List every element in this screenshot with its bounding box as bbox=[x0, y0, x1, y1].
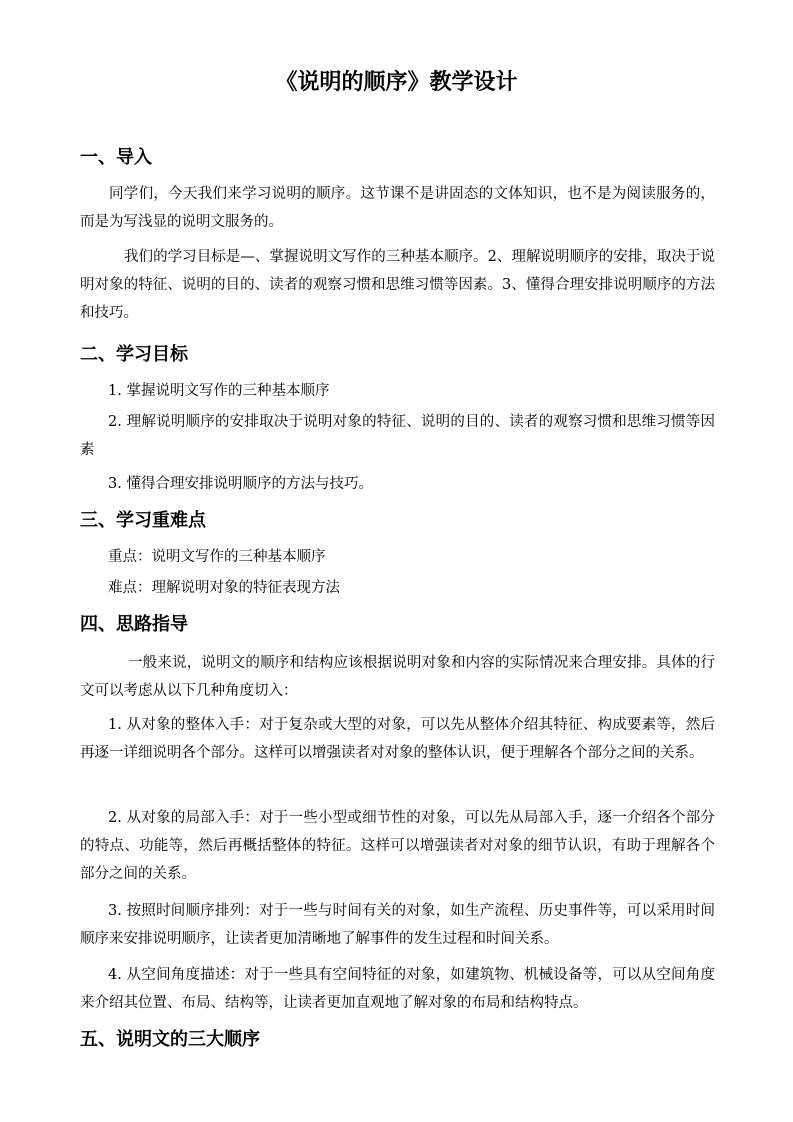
document-title: 《说明的顺序》教学设计 bbox=[275, 70, 518, 95]
goal-item: 3. 懂得合理安排说明顺序的方法与技巧。 bbox=[108, 476, 373, 492]
section-heading-key-points: 三、学习重难点 bbox=[80, 510, 206, 531]
goal-item: 1. 掌握说明文写作的三种基本顺序 bbox=[108, 383, 330, 399]
section-heading-guidance: 四、思路指导 bbox=[80, 614, 188, 635]
section-heading-goals: 二、学习目标 bbox=[80, 344, 188, 365]
guidance-item: 4. 从空间角度描述：对于一些具有空间特征的对象，如建筑物、机械设备等，可以从空间角度来介绍其位置、布局、结构等，让读者更加直观地了解对象的布局和结构特点。 bbox=[80, 967, 715, 1011]
guidance-item: 3. 按照时间顺序排列：对于一些与时间有关的对象，如生产流程、历史事件等，可以采用时间顺序来安排说明顺序，让读者更加清晰地了解事件的发生过程和时间关系。 bbox=[80, 903, 715, 947]
intro-paragraph-2: 我们的学习目标是—、掌握说明文写作的三种基本顺序。2、理解说明顺序的安排，取决于说明对象的特征、说明的目的、读者的观察习惯和思维习惯等因素。3、懂得合理安排说明顺序的方法和技巧。 bbox=[80, 249, 715, 321]
difficult-point: 难点：理解说明对象的特征表现方法 bbox=[108, 580, 340, 596]
guidance-item: 1. 从对象的整体入手：对于复杂或大型的对象，可以先从整体介绍其特征、构成要素等，然后再逐一详细说明各个部分。这样可以增强读者对对象的整体认识，便于理解各个部分之间的关系。 bbox=[80, 717, 715, 761]
guidance-intro: 一般来说，说明文的顺序和结构应该根据说明对象和内容的实际情况来合理安排。具体的行文可以考虑从以下几种角度切入： bbox=[80, 655, 715, 699]
section-heading-intro: 一、导入 bbox=[80, 147, 152, 168]
intro-paragraph-1: 同学们，今天我们来学习说明的顺序。这节课不是讲固态的文体知识，也不是为阅读服务的，而是为写浅显的说明文服务的。 bbox=[80, 186, 715, 230]
guidance-item: 2. 从对象的局部入手：对于一些小型或细节性的对象，可以先从局部入手，逐一介绍各个部分的特点、功能等，然后再概括整体的特征。这样可以增强读者对对象的细节认识，有助于理解各个部分之间的关系。 bbox=[80, 810, 715, 882]
section-heading-three-orders: 五、说明文的三大顺序 bbox=[80, 1029, 260, 1050]
goal-item: 2. 理解说明顺序的安排取决于说明对象的特征、说明的目的、读者的观察习惯和思维习惯等因素 bbox=[80, 414, 715, 458]
key-point: 重点：说明文写作的三种基本顺序 bbox=[108, 549, 326, 565]
